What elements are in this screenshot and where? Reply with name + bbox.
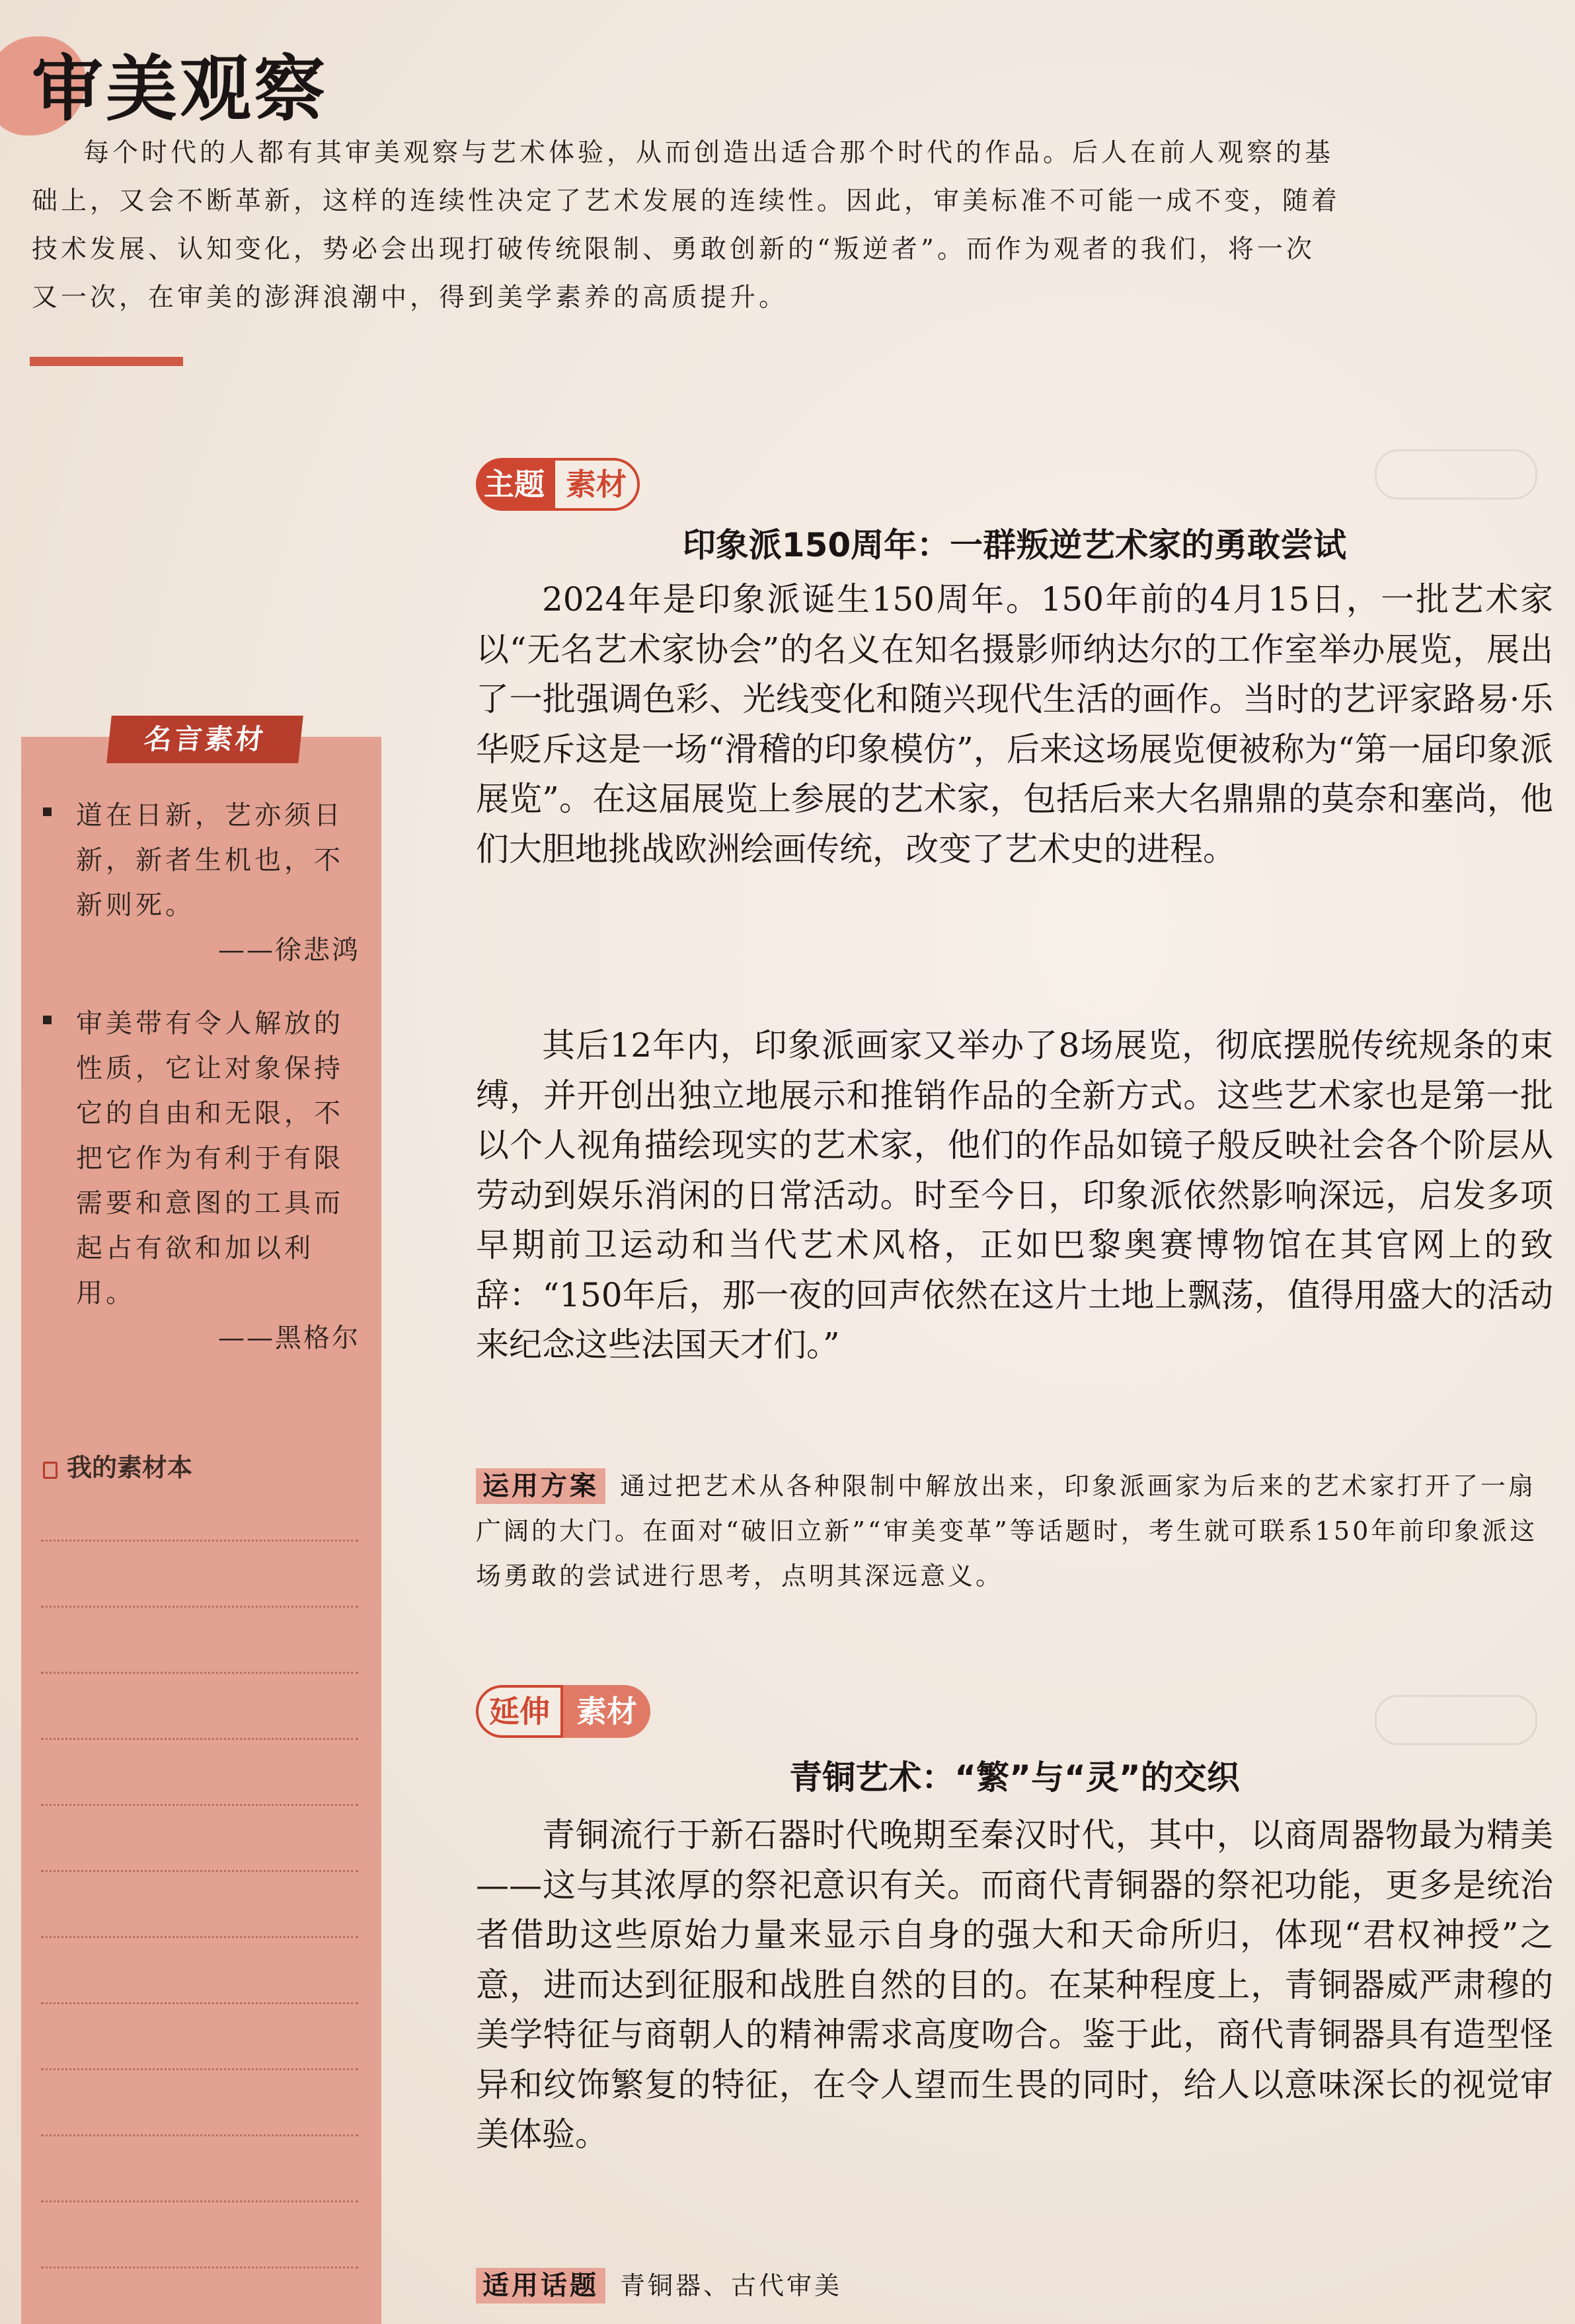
bullet-icon xyxy=(43,807,52,816)
quote-item xyxy=(43,1001,360,1361)
section-title: 审美观察 xyxy=(32,48,328,131)
quote-author: ——黑格尔 xyxy=(218,1323,360,1353)
extension-material-tag xyxy=(476,1685,650,1738)
divider-rule xyxy=(30,357,183,366)
intro-paragraph: 每个时代的人都有其审美观察与艺术体验，从而创造出适合那个时代的作品。后人在前人观察的基础上，又会不断革新，这样的连续性决定了艺术发展的连续性。因此，审美标准不可能一成不变，随着技术发展、认知变化，势必会出现打破传统限制、勇敢创新的“叛逆者”。而作为观者的我们，将一次又一次，在审美的澎湃浪潮中，得到美学素养的高质提升。 xyxy=(32,138,1341,313)
article-title: 青铜艺术：“繁”与“灵”的交织 xyxy=(789,1758,1240,1797)
quote-author: ——徐悲鸿 xyxy=(218,935,360,965)
article-paragraph: 其后12年内，印象派画家又举办了8场展览，彻底摆脱传统规条的束缚，并开创出独立地展示和推销作品的全新方式。这些艺术家也是第一批以个人视角描绘现实的艺术家，他们的作品如镜子般反映社会各个阶层从劳动到娱乐消闲的日常活动。时至今日，印象派依然影响深远，启发多项早期前卫运动和当代艺术风格，正如巴黎奥赛博物馆在其官网上的致辞：“150年后，那一夜的回声依然在这片土地上飘荡，值得用盛大的活动来纪念这些法国天才们。” xyxy=(476,1026,1553,1364)
bleed-through-mark xyxy=(1375,449,1537,500)
note-line[interactable] xyxy=(41,1738,358,1740)
topic-text: 青铜器、古代审美 xyxy=(620,2271,843,2300)
notebook-header xyxy=(43,1447,360,1483)
notebook-label: 我的素材本 xyxy=(67,1453,193,1482)
note-line[interactable] xyxy=(41,1936,358,1938)
note-line[interactable] xyxy=(41,2267,358,2268)
usage-label: 运用方案 xyxy=(476,1468,605,1504)
article-paragraph: 青铜流行于新石器时代晚期至秦汉时代，其中，以商周器物最为精美——这与其浓厚的祭祀意识有关。而商代青铜器的祭祀功能，更多是统治者借助这些原始力量来显示自身的强大和天命所归，体现“君权神授”之意，进而达到征服和战胜自然的目的。在某种程度上，青铜器威严肃穆的美学特征与商朝人的精神需求高度吻合。鉴于此，商代青铜器具有造型怪异和纹饰繁复的特征，在令人望而生畏的同时，给人以意味深长的视觉审美体验。 xyxy=(476,1816,1553,2154)
note-line[interactable] xyxy=(41,1540,358,1542)
tag-label-material: 素材 xyxy=(553,458,640,511)
sidebar-panel xyxy=(21,737,381,2324)
note-line[interactable] xyxy=(41,2134,358,2136)
tag-label-extension: 延伸 xyxy=(476,1685,563,1738)
usage-note xyxy=(476,1464,1553,1598)
article-title: 印象派150周年：一群叛逆艺术家的勇敢尝试 xyxy=(682,526,1347,564)
quote-section-tag: 名言素材 xyxy=(106,716,303,763)
quote-text: 审美带有令人解放的性质，它让对象保持它的自由和无限，不把它作为有利于有限需要和意图的工具而起占有欲和加以利用。 xyxy=(76,1008,344,1308)
bullet-icon xyxy=(43,1016,52,1024)
topic-note xyxy=(476,2263,1553,2308)
note-line[interactable] xyxy=(41,2002,358,2004)
note-line[interactable] xyxy=(41,1672,358,1674)
tag-label-material: 素材 xyxy=(563,1685,650,1738)
note-line[interactable] xyxy=(41,2200,358,2202)
note-line[interactable] xyxy=(41,1870,358,1872)
note-line[interactable] xyxy=(41,2068,358,2070)
quote-text: 道在日新，艺亦须日新，新者生机也，不新则死。 xyxy=(76,800,344,920)
quote-item xyxy=(43,793,360,973)
theme-material-tag xyxy=(476,458,640,511)
topic-label: 适用话题 xyxy=(476,2268,605,2304)
usage-text: 通过把艺术从各种限制中解放出来，印象派画家为后来的艺术家打开了一扇广阔的大门。在面对“破旧立新”“审美变革”等话题时，考生就可联系150年前印象派这场勇敢的尝试进行思考，点明其深远意义。 xyxy=(476,1472,1538,1591)
article-paragraph: 2024年是印象派诞生150周年。150年前的4月15日，一批艺术家以“无名艺术家协会”的名义在知名摄影师纳达尔的工作室举办展览，展出了一批强调色彩、光线变化和随兴现代生活的画作。当时的艺评家路易·乐华贬斥这是一场“滑稽的印象模仿”，后来这场展览便被称为“第一届印象派展览”。在这届展览上参展的艺术家，包括后来大名鼎鼎的莫奈和塞尚，他们大胆地挑战欧洲绘画传统，改变了艺术史的进程。 xyxy=(476,580,1553,868)
notebook-icon xyxy=(43,1462,58,1479)
note-line[interactable] xyxy=(41,1606,358,1608)
note-line[interactable] xyxy=(41,1804,358,1806)
tag-label-theme: 主题 xyxy=(476,458,553,511)
bleed-through-mark xyxy=(1375,1695,1537,1745)
